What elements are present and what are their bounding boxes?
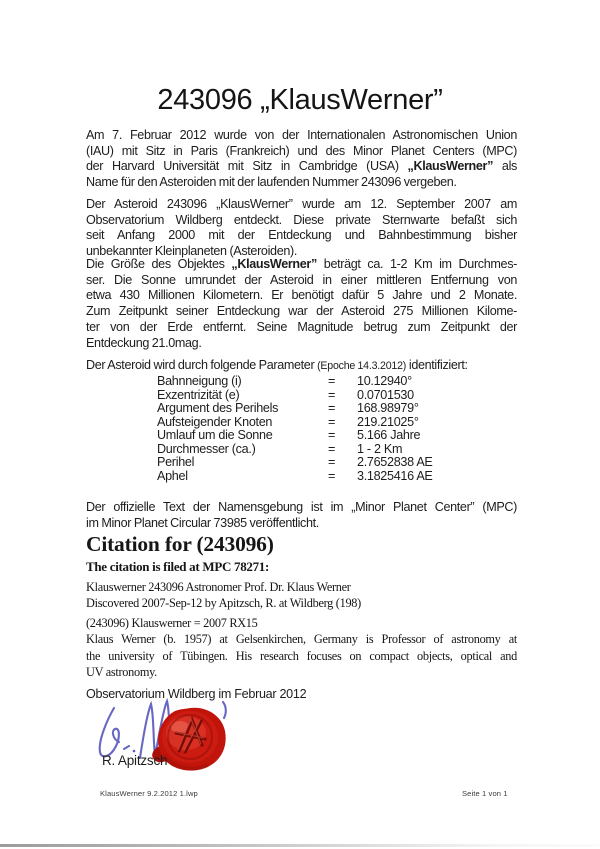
footer-filename: KlausWerner 9.2.2012 1.lwp xyxy=(100,789,198,798)
table-row xyxy=(86,429,517,443)
param-label: Argument des Perihels xyxy=(157,401,279,415)
table-row xyxy=(86,375,517,389)
parameters-table xyxy=(86,375,517,483)
intro-paragraph xyxy=(86,128,517,191)
equals-sign: = xyxy=(328,387,336,402)
param-value: 10.12940° xyxy=(357,374,412,388)
citation-heading: Citation for (243096) xyxy=(86,532,274,556)
paragraph-line: ter von der Erde entfernt. Seine Magnitude betrug zum Zeitpunkt der xyxy=(86,319,517,334)
parameters-intro xyxy=(86,358,517,375)
param-label: Perihel xyxy=(157,455,195,469)
paragraph-line: (IAU) mit Sitz in Paris (Frankreich) und des Minor Planet Centers (MPC) xyxy=(86,143,517,158)
paragraph-line: Observatorium Wildberg entdeckt. Diese private Sternwarte befaßt sich xyxy=(86,212,517,227)
text-segment: Die Größe des Objektes xyxy=(86,257,232,271)
paragraph-line: Der offizielle Text der Namensgebung ist im „Minor Planet Center” (MPC) xyxy=(86,500,517,514)
biography-line: Klaus Werner (b. 1957) at Gelsenkirchen, Germany is Professor of astronomy at xyxy=(86,632,517,647)
table-row xyxy=(86,456,517,470)
param-label: Durchmesser (ca.) xyxy=(157,441,256,456)
param-value: 168.98979° xyxy=(357,401,419,415)
size-orbit-paragraph xyxy=(86,257,517,351)
bold-asteroid-name: „KlausWerner” xyxy=(231,257,317,271)
paragraph-line: etwa 430 Millionen Kilometern. Er benötigt dafür 5 Jahre und 2 Monate. xyxy=(86,288,517,303)
equals-sign: = xyxy=(328,414,336,429)
equals-sign: = xyxy=(328,374,336,388)
footer-page-number: Seite 1 von 1 xyxy=(462,789,508,798)
text-segment: beträgt ca. 1-2 Km im Durchmes- xyxy=(316,257,517,271)
text-segment: Der Asteroid wird durch folgende Parameter xyxy=(86,358,318,372)
biography-line: the university of Tübingen. His research focuses on compact objects, optical and xyxy=(86,648,517,663)
param-label: Aufsteigender Knoten xyxy=(157,414,273,429)
param-label: Umlauf um die Sonne xyxy=(157,428,273,442)
paragraph-line: unbekannter Kleinplaneten (Asteroiden). xyxy=(86,244,297,259)
citation-filed-line: The citation is filed at MPC 78271: xyxy=(86,559,270,574)
paragraph-line xyxy=(86,358,517,375)
paragraph-line: Name für den Asteroiden mit der laufenden Nummer 243096 vergeben. xyxy=(86,175,457,190)
table-row xyxy=(86,443,517,457)
ink-dot xyxy=(133,750,136,753)
paragraph-line: Entdeckung 21.0mag. xyxy=(86,335,202,350)
citation-line: Discovered 2007-Sep-12 by Apitzsch, R. at Wildberg (198) xyxy=(86,596,361,611)
text-segment: identifiziert: xyxy=(406,358,468,372)
signer-name: R. Apitzsch xyxy=(102,753,168,768)
citation-text xyxy=(86,579,517,611)
equals-sign: = xyxy=(328,441,336,456)
biography-line: UV astronomy. xyxy=(86,665,157,680)
equals-sign: = xyxy=(328,401,336,415)
param-value: 1 - 2 Km xyxy=(357,441,403,456)
param-value: 5.166 Jahre xyxy=(357,428,421,442)
closing-place-date: Observatorium Wildberg im Februar 2012 xyxy=(86,687,307,701)
page-title: 243096 „KlausWerner” xyxy=(157,84,443,116)
citation-line: Klauswerner 243096 Astronomer Prof. Dr. Klaus Werner xyxy=(86,580,351,594)
paragraph-line: Zum Zeitpunkt seiner Entdeckung war der Asteroid 275 Millionen Kilome- xyxy=(86,304,517,319)
param-value: 0.0701530 xyxy=(357,387,414,402)
equals-sign: = xyxy=(328,468,336,483)
paragraph-line: Am 7. Februar 2012 wurde von der Internationalen Astronomischen Union xyxy=(86,128,517,142)
scan-edge-artifact xyxy=(0,844,600,847)
paragraph-line: im Minor Planet Circular 73985 veröffentlicht. xyxy=(86,515,319,530)
paragraph-line: Der Asteroid 243096 „KlausWerner” wurde am 12. September 2007 am xyxy=(86,197,517,211)
param-label: Bahnneigung (i) xyxy=(157,374,242,388)
paragraph-line xyxy=(86,257,517,273)
param-value: 3.1825416 AE xyxy=(357,468,433,483)
paragraph-line: seit Anfang 2000 mit der Entdeckung und Bahnbestimmung bisher xyxy=(86,228,517,243)
equals-sign: = xyxy=(328,428,336,442)
param-value: 219.21025° xyxy=(357,414,419,429)
text-segment: der Harvard Universität mit Sitz in Cambridge (USA) xyxy=(86,159,408,174)
param-label: Exzentrizität (e) xyxy=(157,387,240,402)
table-row xyxy=(86,402,517,416)
table-row xyxy=(86,416,517,430)
paragraph-line: ser. Die Sonne umrundet der Asteroid in einer mittleren Entfernung von xyxy=(86,272,517,287)
text-segment: als xyxy=(493,159,517,174)
table-row xyxy=(86,470,517,484)
discovery-paragraph xyxy=(86,197,517,260)
paragraph-line xyxy=(86,159,517,175)
biography-line: (243096) Klauswerner = 2007 RX15 xyxy=(86,616,258,630)
biography-text xyxy=(86,615,517,681)
bold-asteroid-name: „KlausWerner” xyxy=(407,159,494,174)
table-row xyxy=(86,389,517,403)
param-value: 2.7652838 AE xyxy=(357,455,433,469)
equals-sign: = xyxy=(328,455,336,469)
epoch-note: (Epoche 14.3.2012) xyxy=(317,360,407,372)
param-label: Aphel xyxy=(157,468,188,483)
official-text-paragraph xyxy=(86,500,517,531)
